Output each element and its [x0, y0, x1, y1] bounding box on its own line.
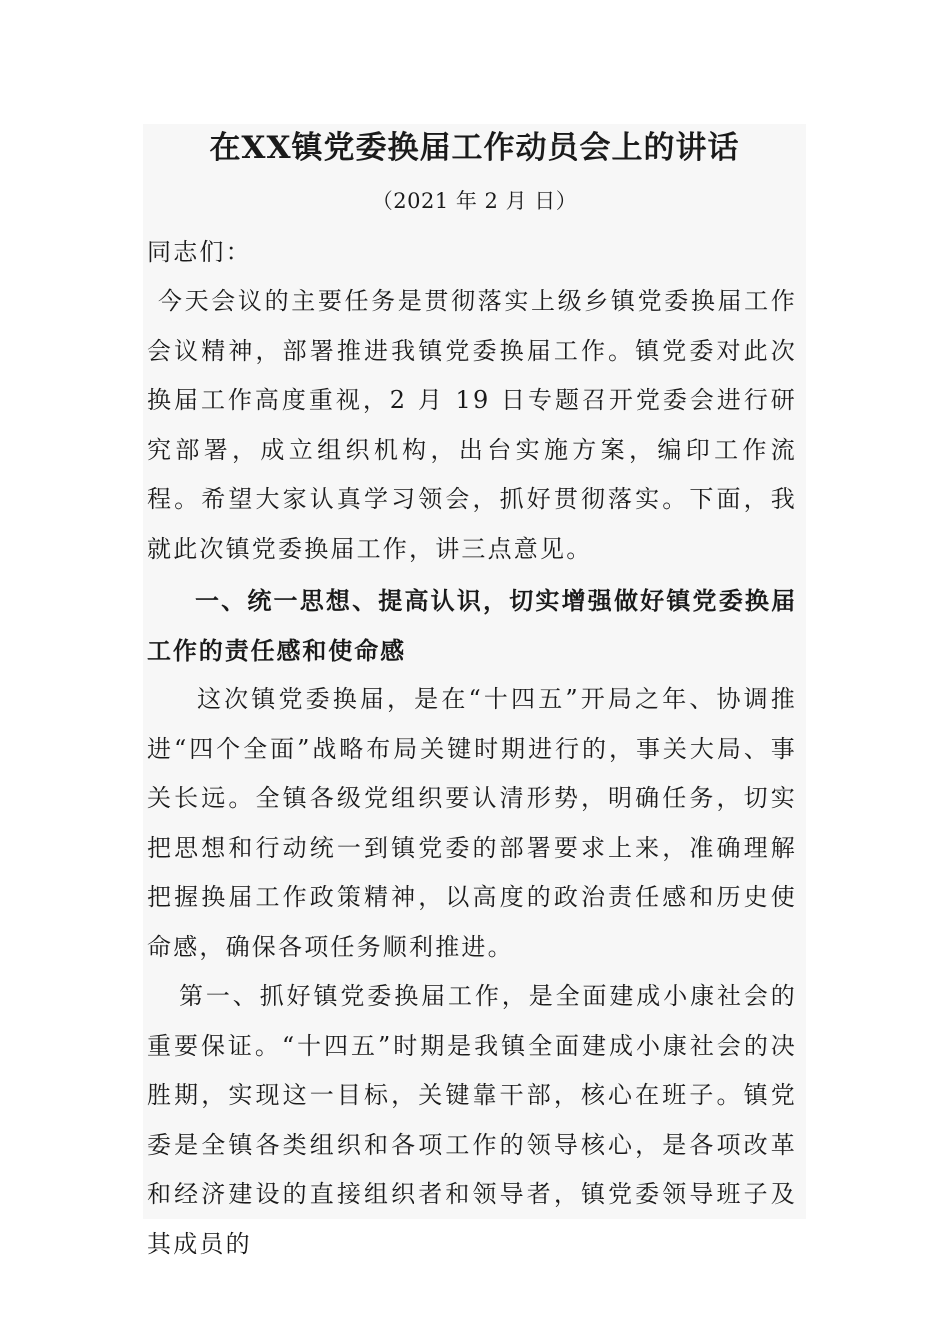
paragraph-intro: 今天会议的主要任务是贯彻落实上级乡镇党委换届工作会议精神，部署推进我镇党委换届工作。镇党委对此次换届工作高度重视，2 月 19 日专题召开党委会进行研究部署，成立组织机构，出台实施方案，编印工作流程。希望大家认真学习领会，抓好贯彻落实。下面，我就此次镇党委换届工作，讲三点意见。 [147, 287, 797, 563]
salutation: 同志们： [147, 238, 252, 266]
document-title: 在XX镇党委换届工作动员会上的讲话 [209, 130, 740, 166]
paragraph-point-1: 第一、抓好镇党委换届工作，是全面建成小康社会的重要保证。“十四五”时期是我镇全面建成小康社会的决胜期，实现这一目标，关键靠干部，核心在班子。镇党委是全镇各类组织和各项工作的领导核心，是各项改革和经济建设的直接组织者和领导者，镇党委领导班子及其成员的 [147, 982, 797, 1258]
paragraph-section1-body: 这次镇党委换届，是在“十四五”开局之年、协调推进“四个全面”战略布局关键时期进行的，事关大局、事关长远。全镇各级党组织要认清形势，明确任务，切实把思想和行动统一到镇党委的部署要求上来，准确理解把握换届工作政策精神，以高度的政治责任感和历史使命感，确保各项任务顺利推进。 [147, 685, 797, 961]
document-date: （2021 年 2 月 日） [371, 189, 578, 213]
section-heading-1: 一、统一思想、提高认识，切实增强做好镇党委换届工作的责任感和使命感 [147, 587, 797, 665]
